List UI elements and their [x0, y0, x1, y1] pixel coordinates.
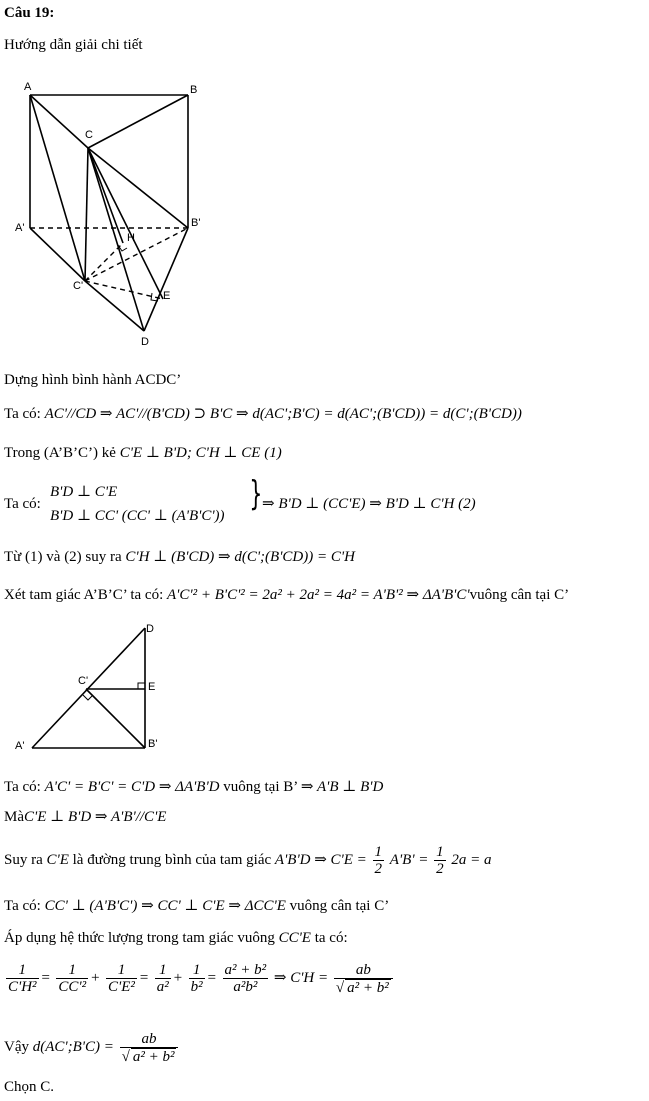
- line-final-answer: Vậy d(AC';B'C) = $\frac{ab}{\text{√ a² + b²}}$: [4, 1027, 180, 1067]
- line-conclude-distance: Từ (1) và (2) suy ra C'H ⊥ (B'CD) ⇒ d(C';(B'CD)) = C'H: [4, 549, 355, 565]
- edge-cd: [88, 148, 144, 331]
- answer-choice: Chọn C.: [4, 1079, 55, 1095]
- label-a: A: [24, 81, 32, 93]
- label2-e: E: [148, 681, 156, 693]
- edge-c1b1: [86, 689, 145, 748]
- fraction-half-1: $\frac{1}{2}$: [374, 844, 383, 878]
- label-d: D: [141, 336, 149, 348]
- line-distance-reduction: Ta có: AC'//CD ⇒ AC'//(B'CD) ⊃ B'C ⇒ d(AC';B'C) = d(AC';(B'CD)) = d(C';(B'CD)): [4, 406, 522, 422]
- label-c: C: [85, 129, 93, 141]
- right-angle-c1: [83, 695, 93, 700]
- hidden-c1h: [85, 243, 123, 281]
- edge-ac: [30, 95, 88, 148]
- perpendicular-system: B'D ⊥ C'E B'D ⊥ CC' (CC' ⊥ (A'B'C')): [50, 484, 225, 524]
- line-isosceles-cc1e: Ta có: CC' ⊥ (A'B'C') ⇒ CC' ⊥ C'E ⇒ ΔCC'E vuông cân tại C’: [4, 898, 390, 914]
- equation-altitude: $\frac{1}{\text{C'H²}}$ = $\frac{1}{\text{CC'²}}$ + $\frac{1}{\text{C'E²}}$ = $\frac{1}{\text{a²}}$ + $\frac{1}{\text{b²}}$ = $\frac{\text{a² + b²}}{\text{a²b²}}$ ⇒ C'H = $\frac{ab}{\text{√ a² + b²}}$: [4, 958, 395, 998]
- fraction-half-2: $\frac{1}{2}$: [436, 844, 444, 878]
- question-number: Câu 19:: [4, 5, 55, 21]
- label-b1: B': [191, 217, 201, 229]
- curly-brace: }: [249, 474, 263, 514]
- label2-d: D: [146, 623, 154, 635]
- edge-ce: [88, 148, 163, 299]
- line-system-conclusion: ⇒ B'D ⊥ (CC'E) ⇒ B'D ⊥ C'H (2): [262, 496, 476, 512]
- line-system-prefix: Ta có:: [4, 496, 41, 512]
- label2-a1: A': [15, 740, 25, 752]
- label-e: E: [163, 290, 171, 302]
- edge-a1d: [30, 95, 85, 281]
- edge-bc: [88, 95, 188, 148]
- line-triangle-a1b1c1: Xét tam giác A’B’C’ ta có: A'C'² + B'C'² = 2a² + 2a² = 4a² = A'B'² ⇒ ΔA'B'C'vuông cân tại C’: [4, 587, 570, 603]
- label2-c1: C': [78, 675, 89, 687]
- label2-b1: B': [148, 738, 158, 750]
- solution-heading: Hướng dẫn giải chi tiết: [4, 37, 143, 53]
- label-b: B: [190, 84, 198, 96]
- line-construct-perpendiculars: Trong (A’B’C’) kẻ C'E ⊥ B'D; C'H ⊥ CE (1): [4, 445, 282, 461]
- label-h: H: [127, 232, 135, 244]
- label-c1: C': [73, 280, 84, 292]
- line-construct-parallelogram: Dựng hình bình hành ACDC’: [4, 372, 182, 388]
- line-midline: Suy ra C'E là đường trung bình của tam giác A'B'D ⇒ C'E = $\frac{1}{2}$ A'B' = $\frac{1}{2}$ 2a = a: [4, 844, 492, 878]
- prism-diagram: [10, 75, 225, 350]
- line-right-triangle-a1b1d: Ta có: A'C' = B'C' = C'D ⇒ ΔA'B'D vuông tại B’ ⇒ A'B ⊥ B'D: [4, 779, 384, 795]
- edge-cc1: [85, 148, 88, 281]
- hidden-c1b1: [85, 228, 188, 281]
- line-apply-relations: Áp dụng hệ thức lượng trong tam giác vuông CC'E ta có:: [4, 930, 348, 946]
- base-triangle-diagram: [10, 618, 165, 753]
- label-a1: A': [15, 222, 25, 234]
- right-angle-e2: [138, 683, 145, 689]
- line-parallel: MàC'E ⊥ B'D ⇒ A'B'//C'E: [4, 809, 167, 825]
- edge-b1d: [144, 228, 188, 331]
